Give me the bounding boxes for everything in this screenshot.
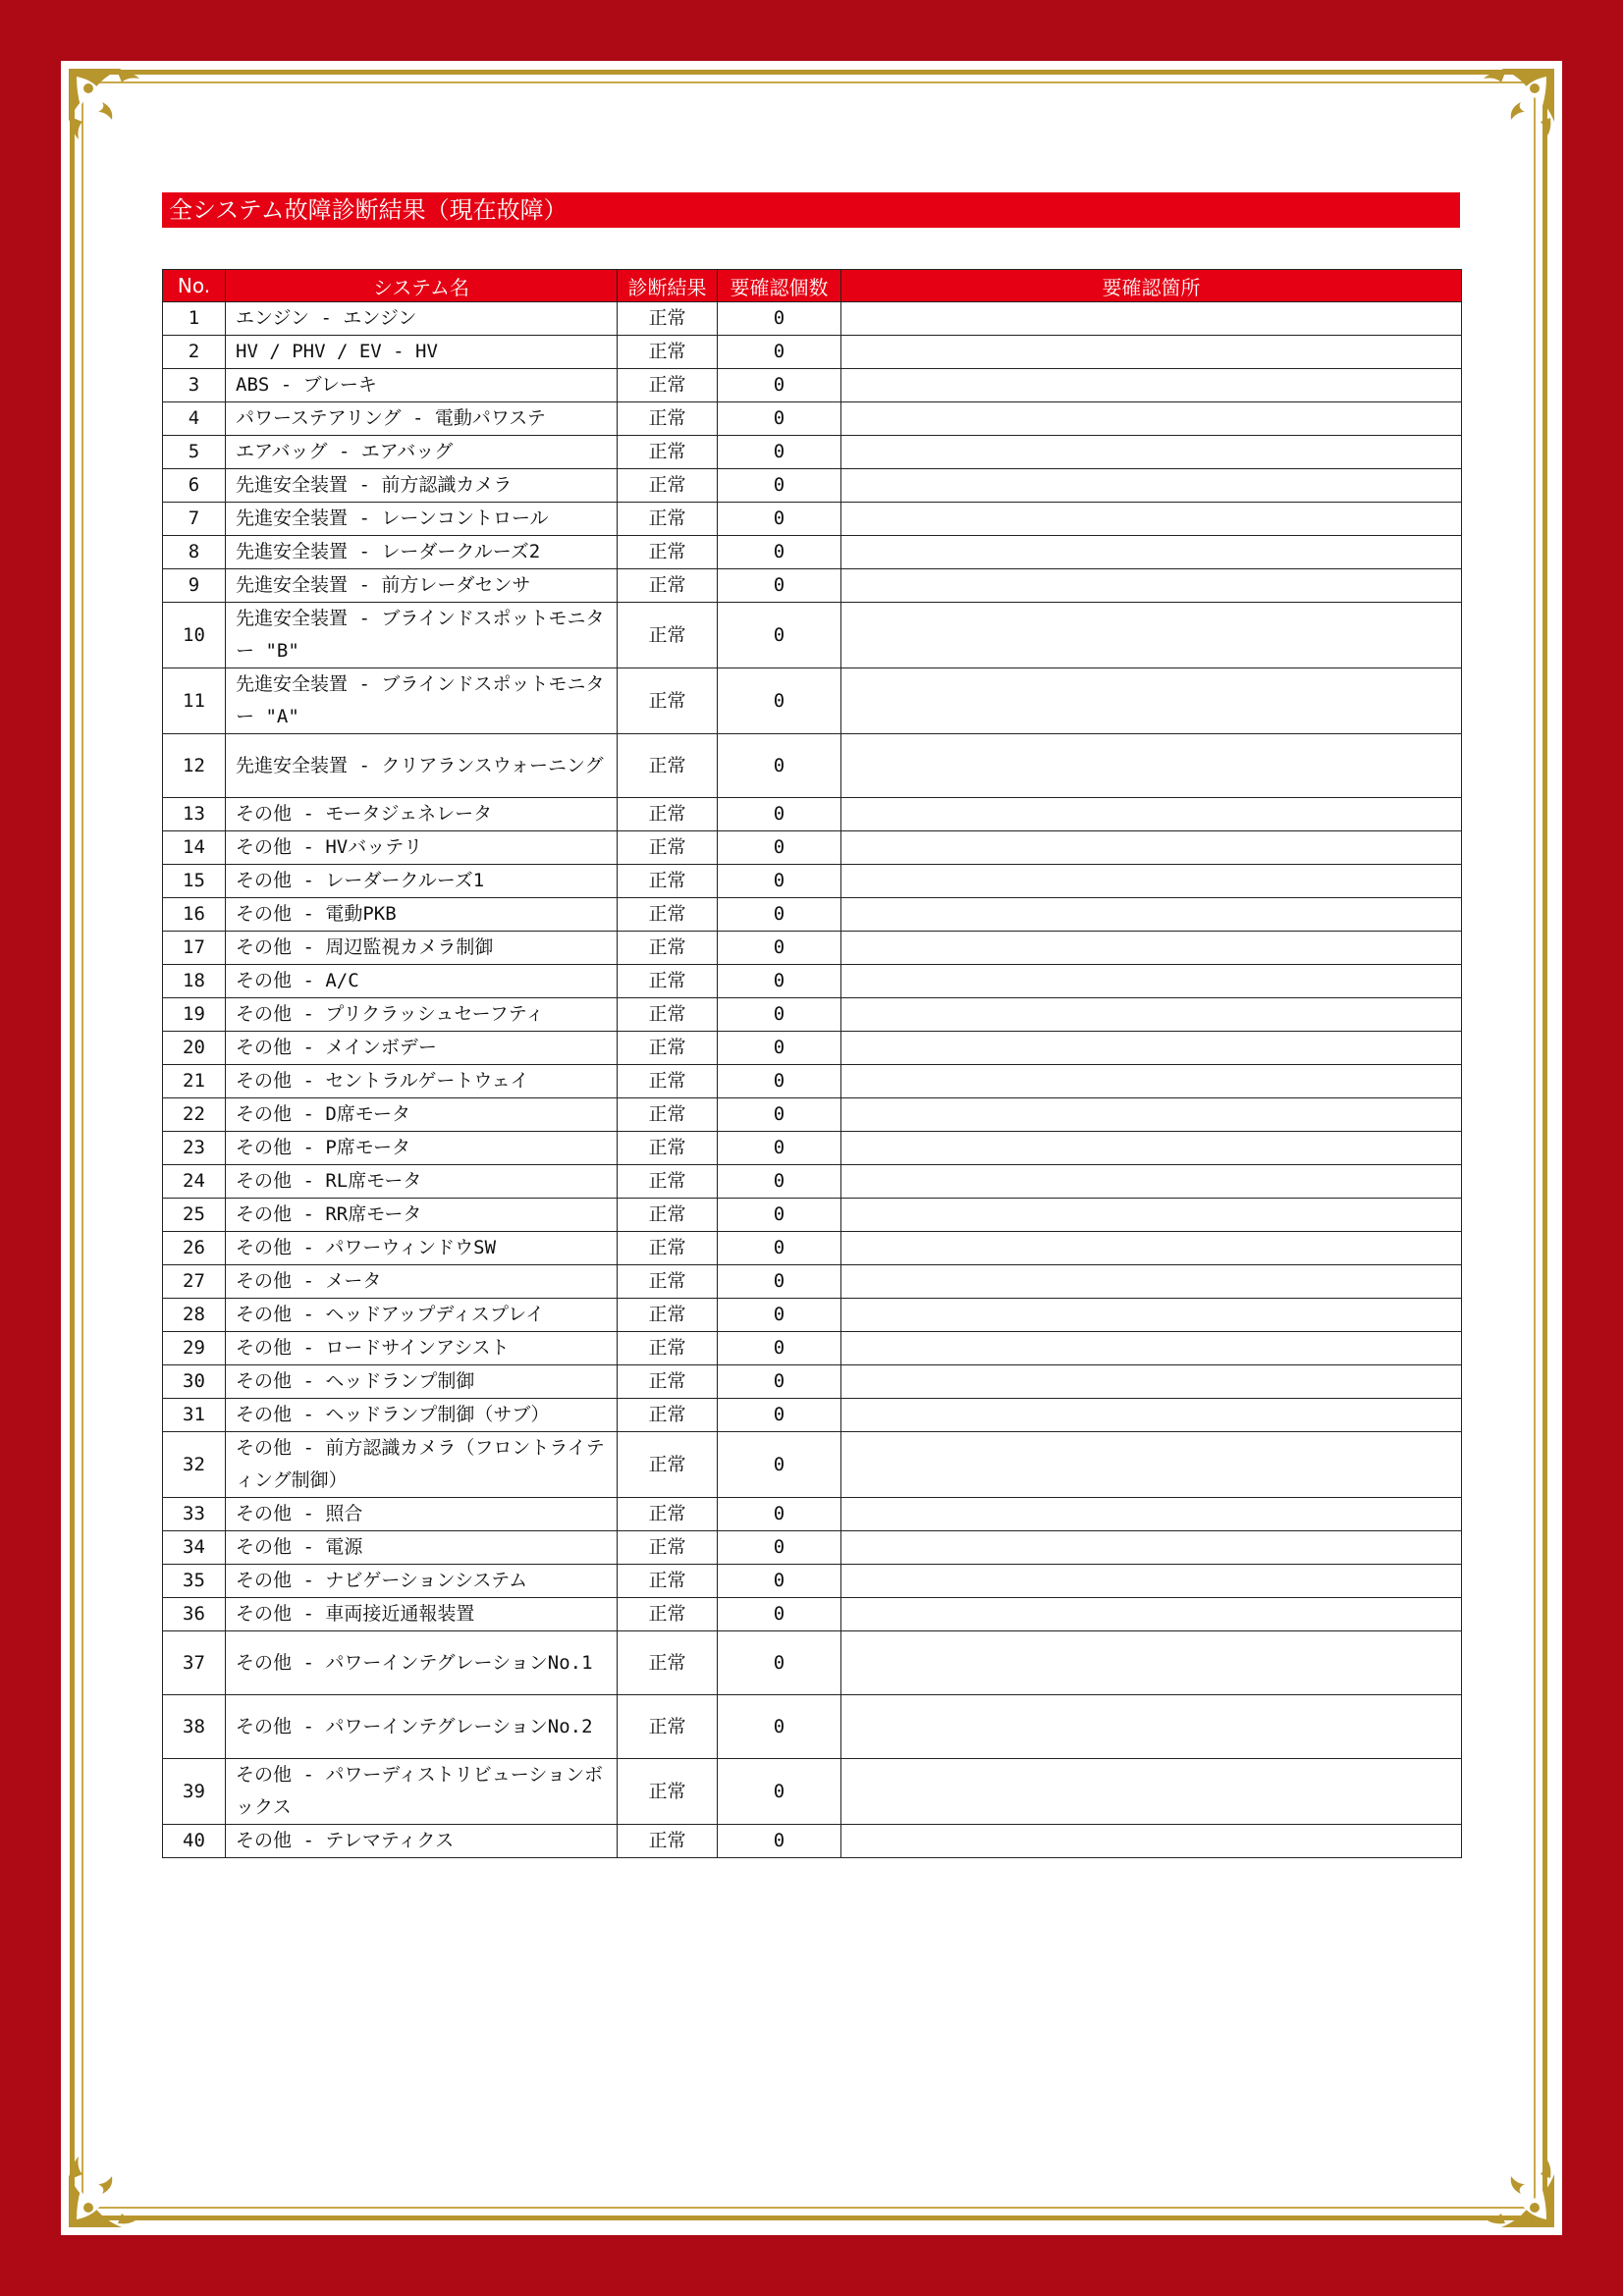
table-row bbox=[163, 1759, 1462, 1825]
row-count: 0 bbox=[718, 1199, 841, 1232]
row-location bbox=[841, 1032, 1462, 1065]
row-result: 正常 bbox=[618, 831, 718, 865]
row-system-name: 先進安全装置 - レーンコントロール bbox=[226, 503, 618, 536]
row-no: 28 bbox=[163, 1299, 226, 1332]
row-result: 正常 bbox=[618, 1598, 718, 1631]
row-location bbox=[841, 1399, 1462, 1432]
row-system-name: 先進安全装置 - レーダークルーズ2 bbox=[226, 536, 618, 569]
table-row bbox=[163, 1565, 1462, 1598]
row-system-name: その他 - 周辺監視カメラ制御 bbox=[226, 932, 618, 965]
diagnosis-table bbox=[162, 269, 1462, 1858]
row-result: 正常 bbox=[618, 469, 718, 503]
row-count: 0 bbox=[718, 1695, 841, 1759]
row-no: 11 bbox=[163, 668, 226, 734]
table-row bbox=[163, 402, 1462, 436]
row-count: 0 bbox=[718, 302, 841, 336]
row-result: 正常 bbox=[618, 1265, 718, 1299]
table-row bbox=[163, 865, 1462, 898]
row-count: 0 bbox=[718, 998, 841, 1032]
table-row bbox=[163, 1098, 1462, 1132]
row-system-name: エアバッグ - エアバッグ bbox=[226, 436, 618, 469]
row-location bbox=[841, 536, 1462, 569]
row-location bbox=[841, 1695, 1462, 1759]
row-count: 0 bbox=[718, 369, 841, 402]
row-count: 0 bbox=[718, 1098, 841, 1132]
row-result: 正常 bbox=[618, 302, 718, 336]
row-result: 正常 bbox=[618, 734, 718, 798]
table-row bbox=[163, 1199, 1462, 1232]
row-system-name: その他 - P席モータ bbox=[226, 1132, 618, 1165]
row-no: 30 bbox=[163, 1365, 226, 1399]
row-result: 正常 bbox=[618, 336, 718, 369]
table-row bbox=[163, 469, 1462, 503]
row-no: 29 bbox=[163, 1332, 226, 1365]
table-row bbox=[163, 1432, 1462, 1498]
row-system-name: 先進安全装置 - ブラインドスポットモニター "A" bbox=[226, 668, 618, 734]
row-count: 0 bbox=[718, 865, 841, 898]
row-result: 正常 bbox=[618, 865, 718, 898]
row-system-name: 先進安全装置 - クリアランスウォーニング bbox=[226, 734, 618, 798]
row-system-name: その他 - HVバッテリ bbox=[226, 831, 618, 865]
table-row bbox=[163, 1399, 1462, 1432]
row-system-name: パワーステアリング - 電動パワステ bbox=[226, 402, 618, 436]
table-row bbox=[163, 1695, 1462, 1759]
row-no: 37 bbox=[163, 1631, 226, 1695]
row-system-name: その他 - プリクラッシュセーフティ bbox=[226, 998, 618, 1032]
row-location bbox=[841, 1098, 1462, 1132]
table-row bbox=[163, 1825, 1462, 1858]
row-location bbox=[841, 1299, 1462, 1332]
row-no: 27 bbox=[163, 1265, 226, 1299]
row-no: 20 bbox=[163, 1032, 226, 1065]
row-no: 34 bbox=[163, 1531, 226, 1565]
row-system-name: 先進安全装置 - 前方レーダセンサ bbox=[226, 569, 618, 603]
row-count: 0 bbox=[718, 1032, 841, 1065]
header-count: 要確認個数 bbox=[718, 270, 841, 302]
table-row bbox=[163, 1265, 1462, 1299]
row-count: 0 bbox=[718, 1531, 841, 1565]
table-row bbox=[163, 831, 1462, 865]
row-result: 正常 bbox=[618, 1759, 718, 1825]
table-row bbox=[163, 734, 1462, 798]
row-system-name: その他 - ロードサインアシスト bbox=[226, 1332, 618, 1365]
row-location bbox=[841, 1432, 1462, 1498]
row-result: 正常 bbox=[618, 798, 718, 831]
row-no: 16 bbox=[163, 898, 226, 932]
row-no: 18 bbox=[163, 965, 226, 998]
row-system-name: その他 - RR席モータ bbox=[226, 1199, 618, 1232]
row-count: 0 bbox=[718, 1299, 841, 1332]
row-location bbox=[841, 1132, 1462, 1165]
row-location bbox=[841, 865, 1462, 898]
section-title: 全システム故障診断結果（現在故障） bbox=[162, 192, 1460, 228]
row-location bbox=[841, 503, 1462, 536]
table-row bbox=[163, 798, 1462, 831]
row-count: 0 bbox=[718, 569, 841, 603]
row-location bbox=[841, 1531, 1462, 1565]
row-no: 2 bbox=[163, 336, 226, 369]
header-result: 診断結果 bbox=[618, 270, 718, 302]
row-location bbox=[841, 1065, 1462, 1098]
row-result: 正常 bbox=[618, 932, 718, 965]
ornament-corner-icon bbox=[63, 63, 157, 157]
row-system-name: その他 - A/C bbox=[226, 965, 618, 998]
table-row bbox=[163, 1065, 1462, 1098]
table-row bbox=[163, 569, 1462, 603]
table-row bbox=[163, 603, 1462, 668]
row-result: 正常 bbox=[618, 1332, 718, 1365]
table-header-row bbox=[163, 270, 1462, 302]
row-count: 0 bbox=[718, 1631, 841, 1695]
row-result: 正常 bbox=[618, 1232, 718, 1265]
row-count: 0 bbox=[718, 734, 841, 798]
row-result: 正常 bbox=[618, 898, 718, 932]
row-system-name: その他 - 電動PKB bbox=[226, 898, 618, 932]
table-row bbox=[163, 1032, 1462, 1065]
row-result: 正常 bbox=[618, 603, 718, 668]
row-no: 7 bbox=[163, 503, 226, 536]
table-row bbox=[163, 1232, 1462, 1265]
row-location bbox=[841, 1232, 1462, 1265]
table-row bbox=[163, 1531, 1462, 1565]
row-result: 正常 bbox=[618, 1199, 718, 1232]
row-location bbox=[841, 1598, 1462, 1631]
row-no: 1 bbox=[163, 302, 226, 336]
row-count: 0 bbox=[718, 1759, 841, 1825]
table-row bbox=[163, 1365, 1462, 1399]
table-row bbox=[163, 536, 1462, 569]
row-count: 0 bbox=[718, 898, 841, 932]
ornament-corner-icon bbox=[63, 2139, 157, 2233]
row-count: 0 bbox=[718, 932, 841, 965]
row-system-name: その他 - パワーウィンドウSW bbox=[226, 1232, 618, 1265]
row-no: 26 bbox=[163, 1232, 226, 1265]
row-system-name: その他 - パワーインテグレーションNo.1 bbox=[226, 1631, 618, 1695]
row-system-name: 先進安全装置 - 前方認識カメラ bbox=[226, 469, 618, 503]
row-count: 0 bbox=[718, 469, 841, 503]
row-count: 0 bbox=[718, 1565, 841, 1598]
row-location bbox=[841, 302, 1462, 336]
row-result: 正常 bbox=[618, 369, 718, 402]
row-result: 正常 bbox=[618, 1565, 718, 1598]
row-location bbox=[841, 1365, 1462, 1399]
table-row bbox=[163, 1332, 1462, 1365]
row-result: 正常 bbox=[618, 1098, 718, 1132]
row-no: 8 bbox=[163, 536, 226, 569]
row-result: 正常 bbox=[618, 1065, 718, 1098]
row-no: 21 bbox=[163, 1065, 226, 1098]
row-location bbox=[841, 831, 1462, 865]
table-row bbox=[163, 965, 1462, 998]
row-system-name: その他 - RL席モータ bbox=[226, 1165, 618, 1199]
row-count: 0 bbox=[718, 1598, 841, 1631]
row-system-name: 先進安全装置 - ブラインドスポットモニター "B" bbox=[226, 603, 618, 668]
row-location bbox=[841, 369, 1462, 402]
row-no: 14 bbox=[163, 831, 226, 865]
row-no: 24 bbox=[163, 1165, 226, 1199]
row-count: 0 bbox=[718, 1165, 841, 1199]
row-count: 0 bbox=[718, 1132, 841, 1165]
row-location bbox=[841, 998, 1462, 1032]
row-no: 9 bbox=[163, 569, 226, 603]
row-location bbox=[841, 1759, 1462, 1825]
row-system-name: その他 - ナビゲーションシステム bbox=[226, 1565, 618, 1598]
row-location bbox=[841, 1825, 1462, 1858]
row-result: 正常 bbox=[618, 536, 718, 569]
row-no: 13 bbox=[163, 798, 226, 831]
row-count: 0 bbox=[718, 603, 841, 668]
table-row bbox=[163, 1631, 1462, 1695]
row-location bbox=[841, 898, 1462, 932]
row-no: 6 bbox=[163, 469, 226, 503]
table-row bbox=[163, 1165, 1462, 1199]
row-result: 正常 bbox=[618, 965, 718, 998]
row-result: 正常 bbox=[618, 1432, 718, 1498]
row-system-name: その他 - D席モータ bbox=[226, 1098, 618, 1132]
row-location bbox=[841, 569, 1462, 603]
row-location bbox=[841, 1332, 1462, 1365]
row-location bbox=[841, 436, 1462, 469]
row-count: 0 bbox=[718, 668, 841, 734]
row-no: 31 bbox=[163, 1399, 226, 1432]
table-row bbox=[163, 932, 1462, 965]
ornament-corner-icon bbox=[1466, 63, 1560, 157]
row-result: 正常 bbox=[618, 1399, 718, 1432]
row-result: 正常 bbox=[618, 1365, 718, 1399]
row-result: 正常 bbox=[618, 402, 718, 436]
row-system-name: その他 - 電源 bbox=[226, 1531, 618, 1565]
row-no: 33 bbox=[163, 1498, 226, 1531]
row-result: 正常 bbox=[618, 998, 718, 1032]
row-result: 正常 bbox=[618, 1631, 718, 1695]
row-system-name: その他 - メータ bbox=[226, 1265, 618, 1299]
row-system-name: ABS - ブレーキ bbox=[226, 369, 618, 402]
row-system-name: その他 - レーダークルーズ1 bbox=[226, 865, 618, 898]
row-count: 0 bbox=[718, 1365, 841, 1399]
row-location bbox=[841, 932, 1462, 965]
row-location bbox=[841, 336, 1462, 369]
row-result: 正常 bbox=[618, 1132, 718, 1165]
row-location bbox=[841, 965, 1462, 998]
row-no: 5 bbox=[163, 436, 226, 469]
row-no: 3 bbox=[163, 369, 226, 402]
row-count: 0 bbox=[718, 1332, 841, 1365]
row-count: 0 bbox=[718, 1432, 841, 1498]
row-no: 19 bbox=[163, 998, 226, 1032]
row-count: 0 bbox=[718, 1232, 841, 1265]
table-row bbox=[163, 668, 1462, 734]
table-row bbox=[163, 898, 1462, 932]
row-no: 17 bbox=[163, 932, 226, 965]
table-row bbox=[163, 1598, 1462, 1631]
row-count: 0 bbox=[718, 503, 841, 536]
row-location bbox=[841, 469, 1462, 503]
header-location: 要確認箇所 bbox=[841, 270, 1462, 302]
table-row bbox=[163, 1299, 1462, 1332]
row-count: 0 bbox=[718, 1825, 841, 1858]
row-no: 36 bbox=[163, 1598, 226, 1631]
row-system-name: その他 - ヘッドアップディスプレイ bbox=[226, 1299, 618, 1332]
row-no: 4 bbox=[163, 402, 226, 436]
row-no: 23 bbox=[163, 1132, 226, 1165]
table-row bbox=[163, 336, 1462, 369]
row-no: 40 bbox=[163, 1825, 226, 1858]
row-location bbox=[841, 603, 1462, 668]
row-location bbox=[841, 1498, 1462, 1531]
row-no: 32 bbox=[163, 1432, 226, 1498]
table-row bbox=[163, 1498, 1462, 1531]
row-location bbox=[841, 734, 1462, 798]
row-location bbox=[841, 1199, 1462, 1232]
row-no: 12 bbox=[163, 734, 226, 798]
row-result: 正常 bbox=[618, 1165, 718, 1199]
row-system-name: HV / PHV / EV - HV bbox=[226, 336, 618, 369]
row-result: 正常 bbox=[618, 436, 718, 469]
row-result: 正常 bbox=[618, 1825, 718, 1858]
row-no: 25 bbox=[163, 1199, 226, 1232]
table-row bbox=[163, 436, 1462, 469]
row-count: 0 bbox=[718, 1399, 841, 1432]
table-row bbox=[163, 302, 1462, 336]
row-system-name: その他 - モータジェネレータ bbox=[226, 798, 618, 831]
header-no: No. bbox=[163, 270, 226, 302]
row-location bbox=[841, 668, 1462, 734]
row-result: 正常 bbox=[618, 668, 718, 734]
row-no: 10 bbox=[163, 603, 226, 668]
row-system-name: その他 - 前方認識カメラ（フロントライティング制御） bbox=[226, 1432, 618, 1498]
row-result: 正常 bbox=[618, 503, 718, 536]
row-count: 0 bbox=[718, 1265, 841, 1299]
ornament-corner-icon bbox=[1466, 2139, 1560, 2233]
row-count: 0 bbox=[718, 536, 841, 569]
row-system-name: その他 - セントラルゲートウェイ bbox=[226, 1065, 618, 1098]
table-row bbox=[163, 1132, 1462, 1165]
row-no: 39 bbox=[163, 1759, 226, 1825]
row-location bbox=[841, 1165, 1462, 1199]
table-row bbox=[163, 998, 1462, 1032]
row-count: 0 bbox=[718, 402, 841, 436]
row-location bbox=[841, 402, 1462, 436]
row-count: 0 bbox=[718, 1065, 841, 1098]
row-no: 35 bbox=[163, 1565, 226, 1598]
row-result: 正常 bbox=[618, 1032, 718, 1065]
row-no: 15 bbox=[163, 865, 226, 898]
row-system-name: その他 - 車両接近通報装置 bbox=[226, 1598, 618, 1631]
row-system-name: その他 - ヘッドランプ制御（サブ） bbox=[226, 1399, 618, 1432]
row-count: 0 bbox=[718, 798, 841, 831]
table-row bbox=[163, 369, 1462, 402]
row-result: 正常 bbox=[618, 1531, 718, 1565]
row-result: 正常 bbox=[618, 569, 718, 603]
row-count: 0 bbox=[718, 831, 841, 865]
row-location bbox=[841, 1565, 1462, 1598]
row-result: 正常 bbox=[618, 1695, 718, 1759]
row-no: 38 bbox=[163, 1695, 226, 1759]
row-no: 22 bbox=[163, 1098, 226, 1132]
row-system-name: その他 - パワーインテグレーションNo.2 bbox=[226, 1695, 618, 1759]
row-system-name: その他 - 照合 bbox=[226, 1498, 618, 1531]
row-system-name: その他 - パワーディストリビューションボックス bbox=[226, 1759, 618, 1825]
row-count: 0 bbox=[718, 436, 841, 469]
row-result: 正常 bbox=[618, 1299, 718, 1332]
row-system-name: その他 - ヘッドランプ制御 bbox=[226, 1365, 618, 1399]
row-system-name: エンジン - エンジン bbox=[226, 302, 618, 336]
row-system-name: その他 - テレマティクス bbox=[226, 1825, 618, 1858]
row-count: 0 bbox=[718, 336, 841, 369]
row-result: 正常 bbox=[618, 1498, 718, 1531]
row-location bbox=[841, 1265, 1462, 1299]
row-location bbox=[841, 1631, 1462, 1695]
row-location bbox=[841, 798, 1462, 831]
table-row bbox=[163, 503, 1462, 536]
row-system-name: その他 - メインボデー bbox=[226, 1032, 618, 1065]
header-system-name: システム名 bbox=[226, 270, 618, 302]
row-count: 0 bbox=[718, 1498, 841, 1531]
row-count: 0 bbox=[718, 965, 841, 998]
